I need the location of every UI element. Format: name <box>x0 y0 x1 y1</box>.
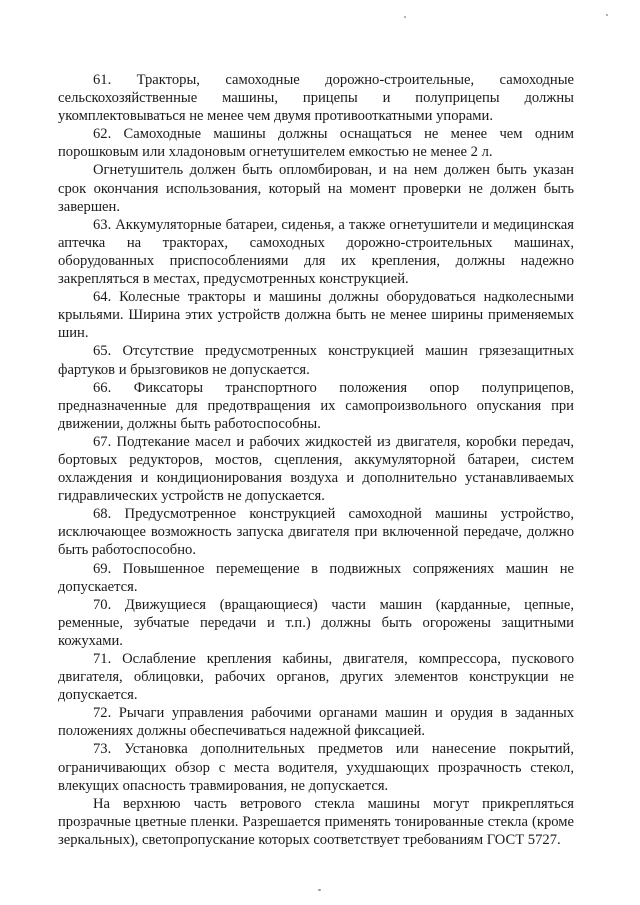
paragraph-67: 67. Подтекание масел и рабочих жидкостей из двигателя, коробки передач, бортовых редукторов, мостов, сцепления, аккумуляторной батареи, систем охлаждения и кондиционирования воздуха и дополнительно устанавливаемых гидравлических устройств не допускается. <box>58 433 574 505</box>
scan-speck <box>606 14 608 16</box>
paragraph-70: 70. Движущиеся (вращающиеся) части машин (карданные, цепные, ременные, зубчатые передачи и т.п.) должны быть огорожены защитными кожухами. <box>58 596 574 649</box>
scan-speck <box>404 16 406 18</box>
paragraph-62-extinguisher: Огнетушитель должен быть опломбирован, и на нем должен быть указан срок окончания использования, который на момент проверки не должен быть завершен. <box>58 162 574 215</box>
paragraph-61: 61. Тракторы, самоходные дорожно-строительные, самоходные сельскохозяйственные машины, прицепы и полуприцепы должны укомплектовываться не менее чем двумя противооткатными упорами. <box>58 72 574 125</box>
paragraph-71: 71. Ослабление крепления кабины, двигателя, компрессора, пускового двигателя, облицовки, рабочих органов, других элементов конструкции не допускается. <box>58 651 574 704</box>
paragraph-66: 66. Фиксаторы транспортного положения опор полуприцепов, предназначенные для предотвращения их самопроизвольного опускания при движении, должны быть работоспособны. <box>58 379 574 432</box>
paragraph-68: 68. Предусмотренное конструкцией самоходной машины устройство, исключающее возможность запуска двигателя при включенной передаче, должно быть работоспособно. <box>58 506 574 559</box>
paragraph-65: 65. Отсутствие предусмотренных конструкцией машин грязезащитных фартуков и брызговиков не допускается. <box>58 343 574 378</box>
paragraph-63: 63. Аккумуляторные батареи, сиденья, а также огнетушители и медицинская аптечка на тракторах, самоходных дорожно-строительных машинах, оборудованных приспособлениями для их крепления, должны надежно закрепляться в местах, предусмотренных конструкцией. <box>58 216 574 288</box>
paragraph-62: 62. Самоходные машины должны оснащаться не менее чем одним порошковым или хладоновым огнетушителем емкостью не менее 2 л. <box>58 126 574 161</box>
paragraph-69: 69. Повышенное перемещение в подвижных сопряжениях машин не допускается. <box>58 560 574 595</box>
paragraph-73: 73. Установка дополнительных предметов или нанесение покрытий, ограничивающих обзор с места водителя, ухудшающих прозрачность стекол, влекущих опасность травмирования, не допускается. <box>58 741 574 794</box>
scan-speck <box>318 889 321 891</box>
paragraph-72: 72. Рычаги управления рабочими органами машин и орудия в заданных положениях должны обеспечиваться надежной фиксацией. <box>58 705 574 740</box>
paragraph-64: 64. Колесные тракторы и машины должны оборудоваться надколесными крыльями. Ширина этих устройств должна быть не менее ширины применяемых шин. <box>58 289 574 342</box>
paragraph-73-windshield: На верхнюю часть ветрового стекла машины могут прикрепляться прозрачные цветные пленки. Разрешается применять тонированные стекла (кроме зеркальных), светопропускание которых соответствует требованиям ГОСТ 5727. <box>58 795 574 848</box>
document-body <box>58 71 574 849</box>
